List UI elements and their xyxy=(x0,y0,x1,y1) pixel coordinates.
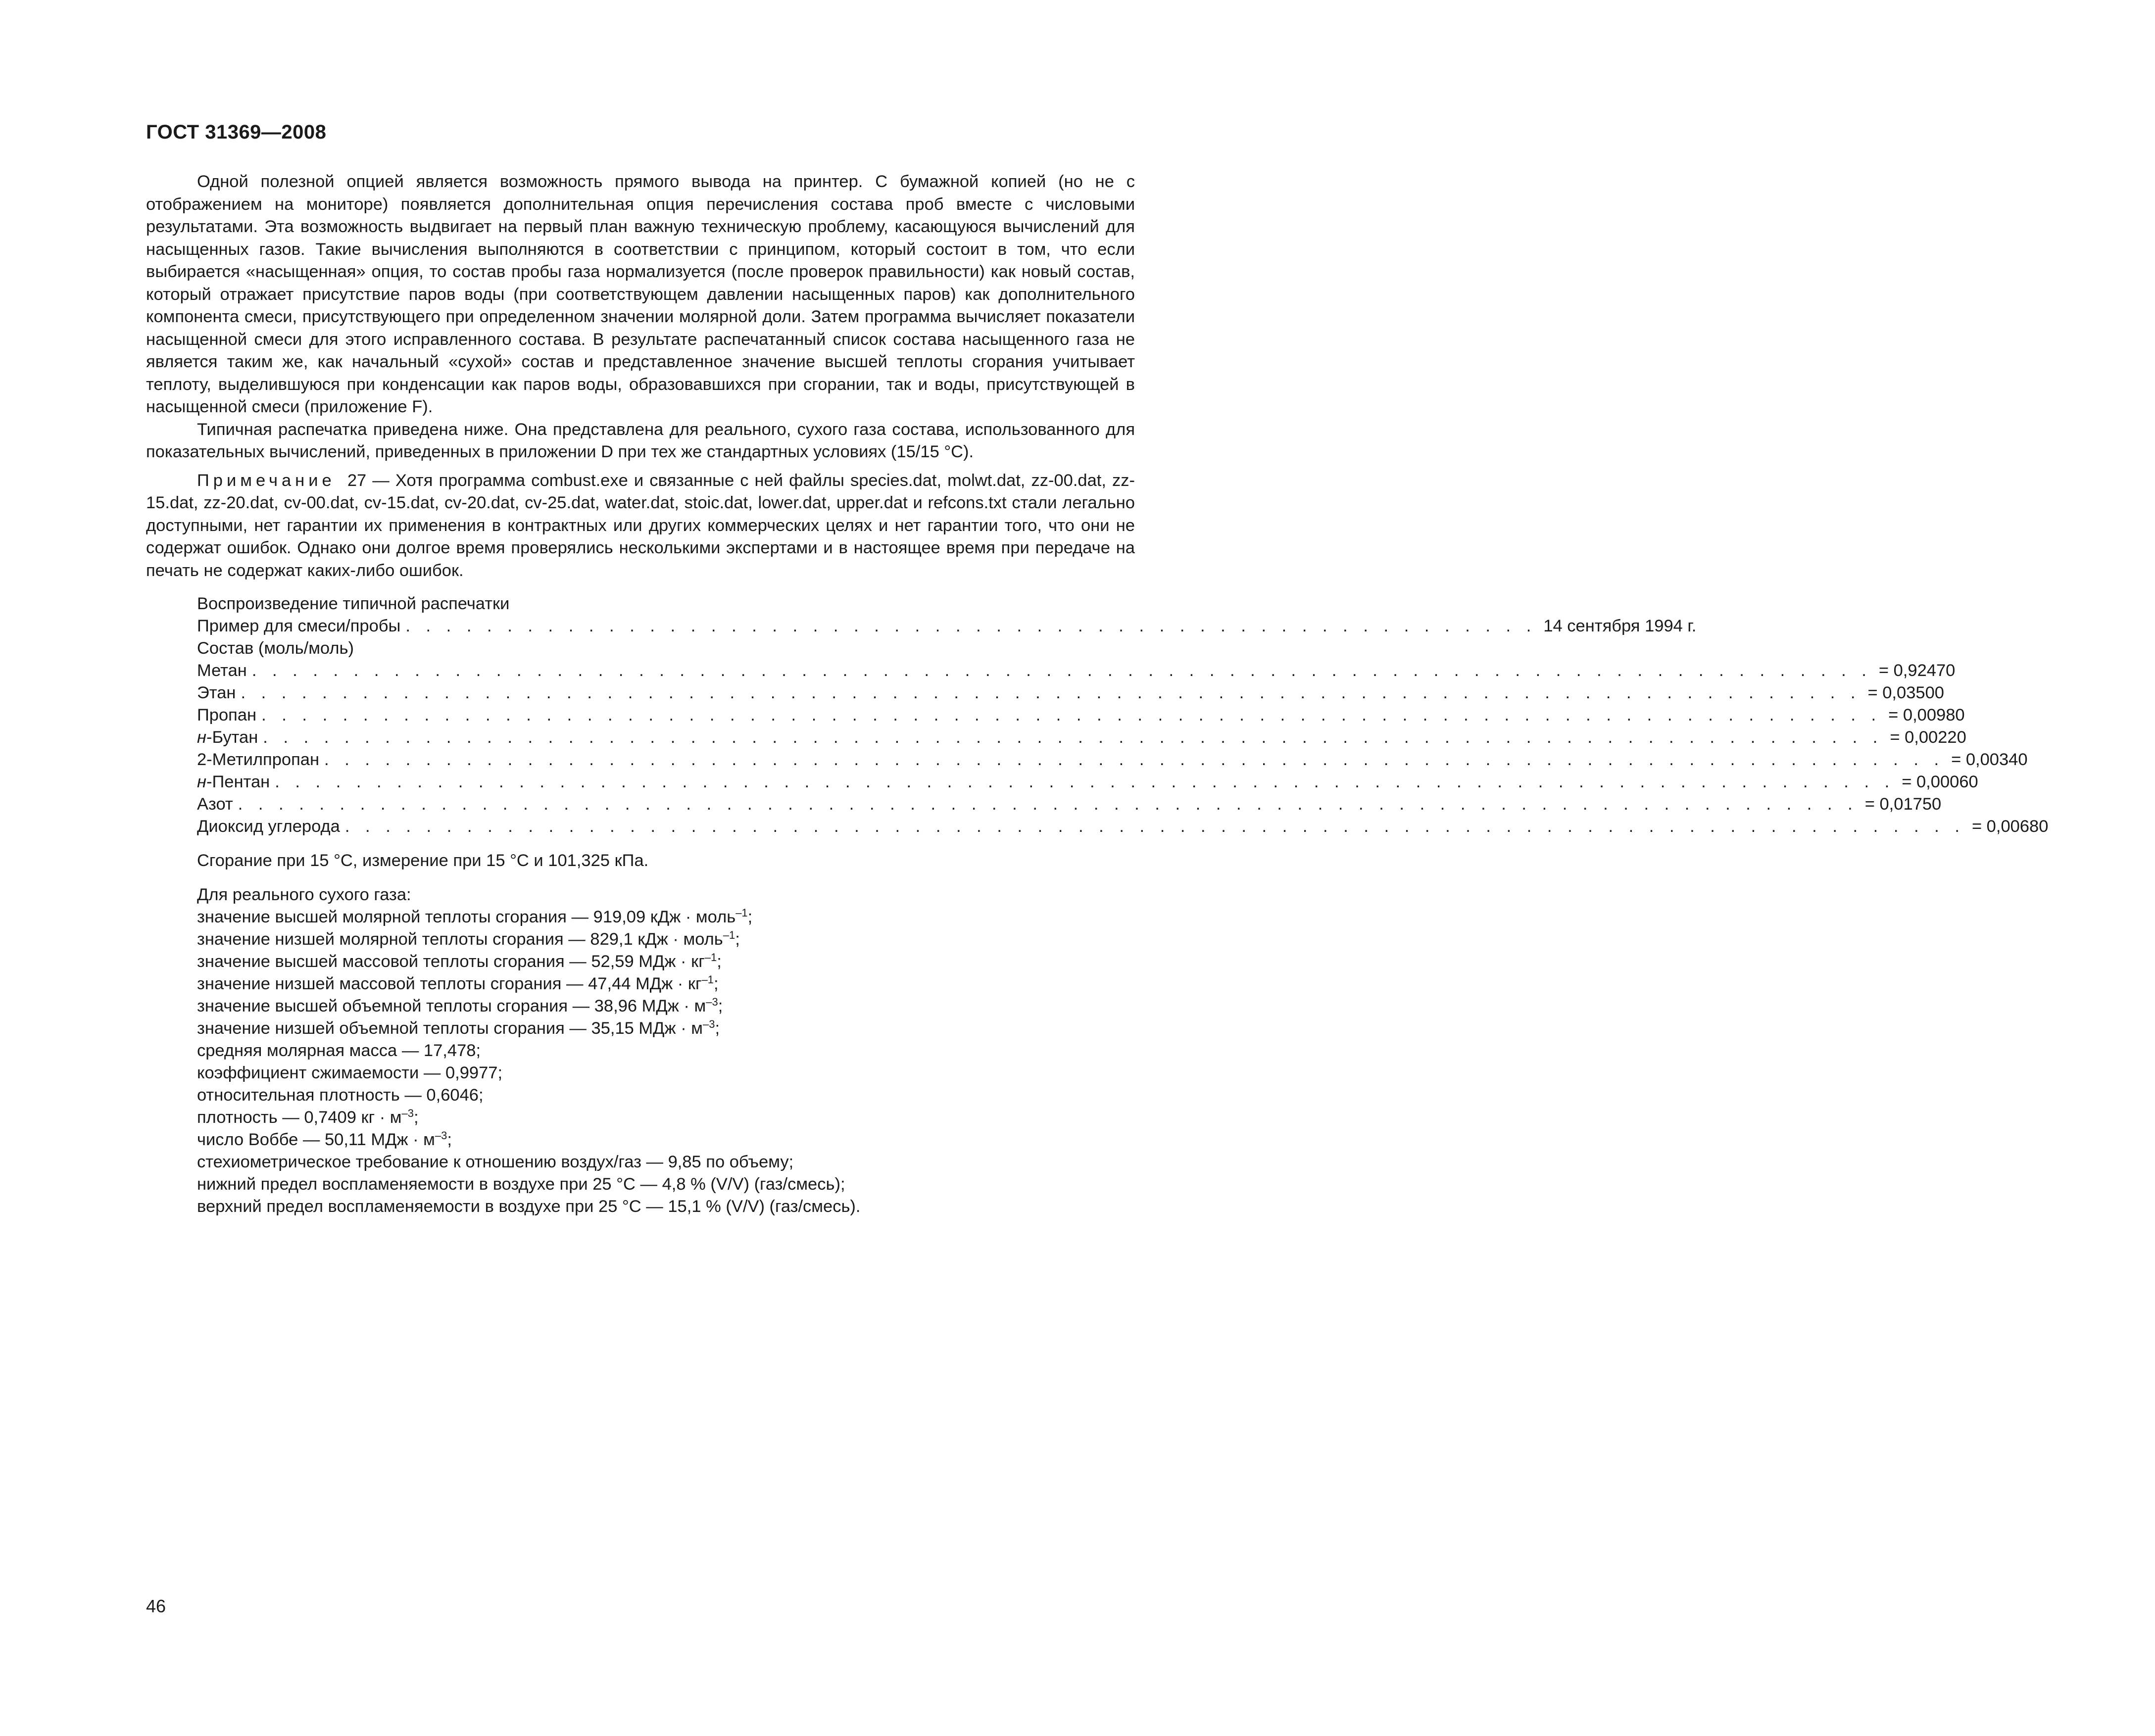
result-text: значение низшей объемной теплоты сгорания — 35,15 МДж · м xyxy=(197,1019,703,1038)
document-header: ГОСТ 31369—2008 xyxy=(146,121,327,143)
result-line xyxy=(197,1084,989,1107)
component-row xyxy=(197,726,1966,749)
printout-block xyxy=(197,593,2049,1218)
leader-dots: . . . . . . . . . . . . . . . . . . . . . . . . . . . . . . . . . . . . . . . . . . . . . . . . . . . . . . . . . . . . . . . . . . . . . . . . . . . . . . . . xyxy=(275,772,1895,791)
component-row xyxy=(197,660,1956,682)
result-line xyxy=(197,995,989,1017)
unit-exponent: –3 xyxy=(401,1107,414,1119)
component-row xyxy=(197,749,2028,771)
unit-exponent: –3 xyxy=(703,1018,715,1030)
result-text: значение высшей массовой теплоты сгорания — 52,59 МДж · кг xyxy=(197,952,705,971)
example-date: 14 сентября 1994 г. xyxy=(1543,617,1697,635)
result-line xyxy=(197,1017,989,1040)
component-label: -Бутан xyxy=(206,728,258,747)
component-name xyxy=(197,660,247,682)
component-value: = 0,01750 xyxy=(1864,795,1942,814)
unit-exponent: –3 xyxy=(435,1129,447,1142)
components-list xyxy=(197,660,2049,838)
leader-dots: . . . . . . . . . . . . . . . . . . . . . . . . . . . . . . . . . . . . . . . . . . . . . . . . . . . . . . . . . . . . . . . . . . . . . . . . . . . . . . . . xyxy=(261,706,1882,724)
component-label: 2-Метилпропан xyxy=(197,750,320,769)
result-end: ; xyxy=(717,952,722,971)
leader-dots: . . . . . . . . . . . . . . . . . . . . . . . . . . . . . . . . . . . . . . . . . . . . . . . . . . . . . . . . . . . . . . . . . . . . . . . . . . . . . . . . xyxy=(263,728,1883,747)
result-text: верхний предел воспламеняемости в воздухе при 25 °С — 15,1 % (V/V) (газ/смесь). xyxy=(197,1197,861,1216)
leader-dots: . . . . . . . . . . . . . . . . . . . . . . . . . . . . . . . . . . . . . . . . . . . . . . . . . . . . . . . . . . . . . . . . . . . . . . . . . . . . . . . . xyxy=(238,795,1858,814)
result-text: нижний предел воспламеняемости в воздухе при 25 °С — 4,8 % (V/V) (газ/смесь); xyxy=(197,1175,845,1194)
result-end: ; xyxy=(714,974,719,993)
result-text: значение низшей массовой теплоты сгорания — 47,44 МДж · кг xyxy=(197,974,702,993)
component-value: = 0,03500 xyxy=(1867,683,1944,702)
unit-exponent: –3 xyxy=(706,996,718,1008)
example-label: Пример для смеси/пробы xyxy=(197,617,401,635)
component-label: Пропан xyxy=(197,706,257,724)
result-line xyxy=(197,951,989,973)
page-number: 46 xyxy=(146,1596,166,1616)
result-end: ; xyxy=(735,930,740,949)
conditions-text: Сгорание при 15 °С, измерение при 15 °С и 101,325 кПа. xyxy=(197,851,649,870)
body-text xyxy=(146,171,1135,582)
result-line xyxy=(197,1173,989,1196)
note-label: Примечание xyxy=(197,471,336,490)
paragraph-2: Типичная распечатка приведена ниже. Она представлена для реального, сухого газа состава, использованного для показательных вычислений, приведенных в приложении D при тех же стандартных условиях (15/15 °С). xyxy=(146,420,1135,461)
result-line xyxy=(197,1107,989,1129)
component-value: = 0,00680 xyxy=(1971,817,2049,836)
leader-dots: . . . . . . . . . . . . . . . . . . . . . . . . . . . . . . . . . . . . . . . . . . . . . . . . . . . . . . . . . . . . . . . . . . . . . . . . . . . . . . . . xyxy=(241,683,1861,702)
component-label: Этан xyxy=(197,683,236,702)
component-name xyxy=(197,793,233,816)
result-text: коэффициент сжимаемости — 0,9977; xyxy=(197,1063,503,1082)
component-label: Азот xyxy=(197,795,233,814)
component-prefix: н xyxy=(197,772,206,791)
result-end: ; xyxy=(747,908,753,926)
unit-exponent: –1 xyxy=(701,973,714,986)
note-paragraph xyxy=(146,470,1135,582)
result-text: относительная плотность — 0,6046; xyxy=(197,1086,484,1105)
result-end: ; xyxy=(718,997,723,1015)
result-line xyxy=(197,1196,989,1218)
component-name xyxy=(197,749,319,771)
paragraph-1: Одной полезной опцией является возможность прямого вывода на принтер. С бумажной копией (но не с отображением на мониторе) появляется дополнительная опция перечисления состава проб вместе с числовыми результатами. Эта возможность выдвигает на первый план важную техническую проблему, касающуюся вычислений для насыщенных газов. Такие вычисления выполняются в соответствии с принципом, который состоит в том, что если выбирается «насыщенная» опция, то состав пробы газа нормализуется (после проверок правильности) как новый состав, который отражает присутствие паров воды (при соответствующем давлении насыщенных паров) как дополнительного компонента смеси, присутствующего при определенном значении молярной доли. Затем программа вычисляет показатели насыщенной смеси для этого исправленного состава. В результате распечатанный список состава насыщенного газа не является таким же, как начальный «сухой» состав и представленное значение высшей теплоты сгорания учитывает теплоту, выделившуюся при конденсации как паров воды, образовавшихся при сгорании, так и воды, присутствующей в насыщенной смеси (приложение F). xyxy=(146,172,1135,416)
printout-title: Воспроизведение типичной распечатки xyxy=(197,594,510,613)
result-end: ; xyxy=(715,1019,720,1038)
result-text: значение высшей объемной теплоты сгорания — 38,96 МДж · м xyxy=(197,997,706,1015)
component-name xyxy=(197,704,256,726)
component-name xyxy=(197,771,270,793)
result-text: значение низшей молярной теплоты сгорания — 829,1 кДж · моль xyxy=(197,930,723,949)
result-text: плотность — 0,7409 кг · м xyxy=(197,1108,402,1127)
results-list xyxy=(197,906,989,1218)
component-name xyxy=(197,682,236,704)
result-line xyxy=(197,906,989,928)
component-value: = 0,00340 xyxy=(1951,750,2028,769)
leader-dots: . . . . . . . . . . . . . . . . . . . . . . . . . . . . . . . . . . . . . . . . . . . . . . . . . . . . . . . . . . . . . . . . . . . . . . . . . . . . . . . . xyxy=(344,817,1965,836)
component-name xyxy=(197,726,258,749)
component-prefix: н xyxy=(197,728,206,747)
leader-dots: . . . . . . . . . . . . . . . . . . . . . . . . . . . . . . . . . . . . . . . . . . . . . . . . . . . . . . . . . . . . . . . . . . . . . . . . . . . . . . . . xyxy=(251,661,1872,680)
component-row xyxy=(197,793,1942,816)
component-value: = 0,92470 xyxy=(1878,661,1956,680)
component-value: = 0,00980 xyxy=(1888,706,1965,724)
result-end: ; xyxy=(414,1108,419,1127)
component-value: = 0,00060 xyxy=(1902,772,1978,791)
result-text: значение высшей молярной теплоты сгорания — 919,09 кДж · моль xyxy=(197,908,736,926)
component-name xyxy=(197,816,340,838)
unit-exponent: –1 xyxy=(704,951,717,964)
result-line xyxy=(197,973,989,995)
result-line xyxy=(197,1129,989,1151)
leader-dots: . . . . . . . . . . . . . . . . . . . . . . . . . . . . . . . . . . . . . . . . . . . . . . . . . . . . . . . . . . . . . . . . . . . . . . . . . . . . . . . . xyxy=(324,750,1945,769)
example-row xyxy=(197,615,1697,637)
component-row xyxy=(197,816,2049,838)
unit-exponent: –1 xyxy=(723,929,735,941)
component-value: = 0,00220 xyxy=(1890,728,1966,747)
leader-dots: . . . . . . . . . . . . . . . . . . . . . . . . . . . . . . . . . . . . . . . . . . . . . . . . . . . . . . . . xyxy=(405,617,1537,635)
component-label: Диоксид углерода xyxy=(197,817,340,836)
component-row xyxy=(197,704,1965,726)
result-text: стехиометрическое требование к отношению воздух/газ — 9,85 по объему; xyxy=(197,1153,794,1171)
note-text: 27 — Хотя программа combust.exe и связанные с ней файлы species.dat, molwt.dat, zz-00.dat, zz-15.dat, zz-20.dat, cv-00.dat, cv-15.dat, cv-20.dat, cv-25.dat, water.dat, stoic.dat, lower.dat, upper.dat и refcons.txt стали легально доступными, нет гарантии их применения в контрактных или других коммерческих целях и нет гарантии того, что они не содержат ошибок. Однако они долгое время проверялись несколькими экспертами и в настоящее время при передаче на печать не содержат каких-либо ошибок. xyxy=(146,471,1135,580)
component-row xyxy=(197,771,1978,793)
composition-label: Состав (моль/моль) xyxy=(197,639,354,658)
result-line xyxy=(197,928,989,951)
result-line xyxy=(197,1151,989,1173)
unit-exponent: –1 xyxy=(735,907,748,919)
component-label: -Пентан xyxy=(206,772,270,791)
result-line xyxy=(197,1062,989,1084)
dry-gas-label: Для реального сухого газа: xyxy=(197,885,411,904)
result-line xyxy=(197,1040,989,1062)
result-end: ; xyxy=(447,1130,452,1149)
result-text: средняя молярная масса — 17,478; xyxy=(197,1041,481,1060)
component-label: Метан xyxy=(197,661,247,680)
component-row xyxy=(197,682,1944,704)
result-text: число Воббе — 50,11 МДж · м xyxy=(197,1130,435,1149)
